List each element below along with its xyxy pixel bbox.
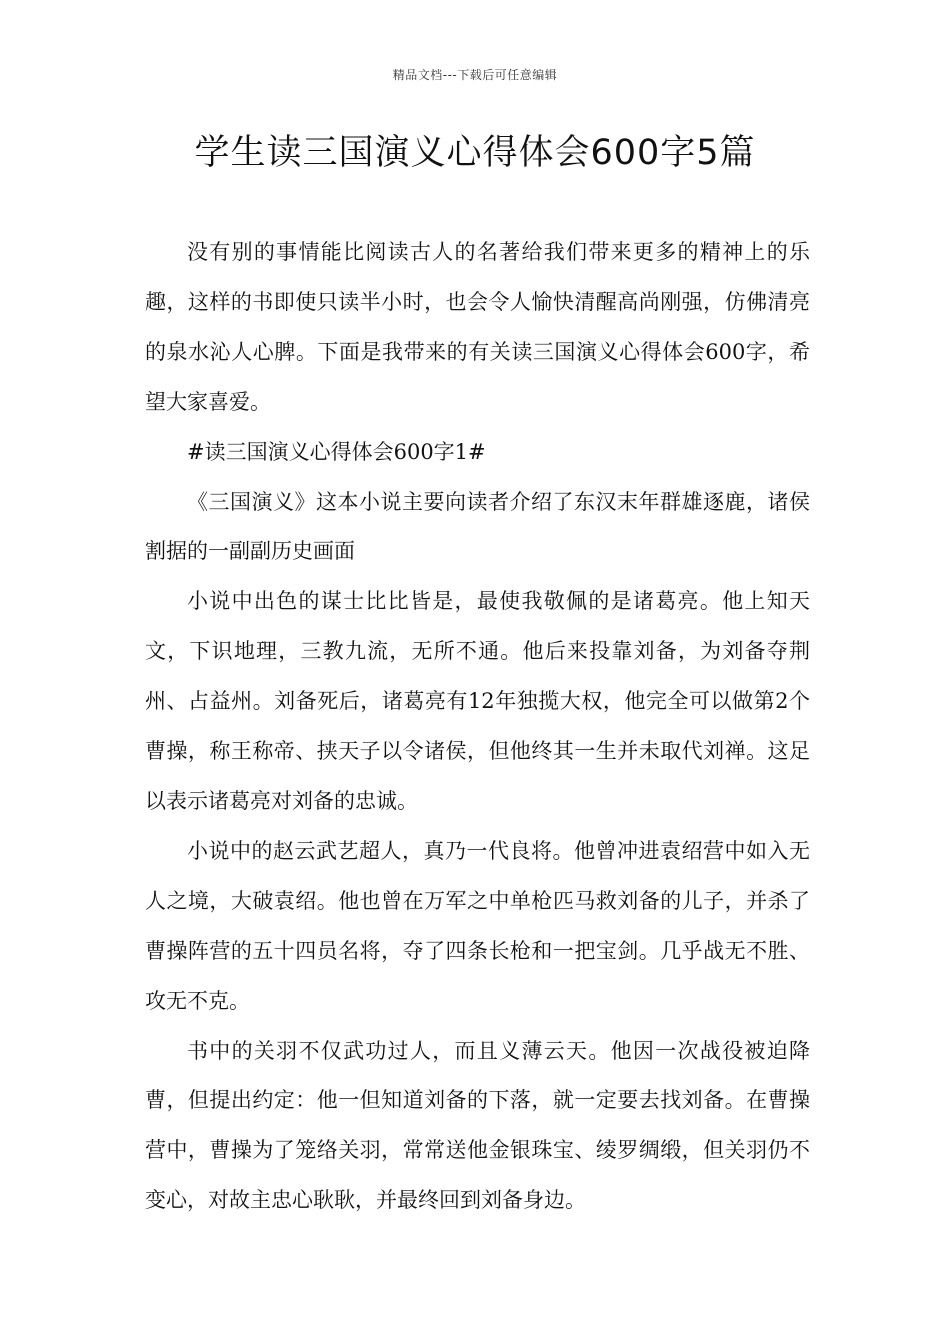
header-note: 精品文档---下载后可任意编辑 (392, 68, 558, 82)
document-title: 学生读三国演义心得体会600字5篇 (194, 133, 756, 173)
document-body (145, 228, 810, 1226)
paragraph-section-heading: #读三国演义心得体会600字1# (187, 439, 486, 464)
paragraph-intro: 没有别的事情能比阅读古人的名著给我们带来更多的精神上的乐趣，这样的书即使只读半小时，也会令人愉快清醒高尚刚强，仿佛清亮的泉水沁人心脾。下面是我带来的有关读三国演义心得体会600字，希望大家喜爱。 (145, 240, 810, 414)
paragraph-zhao-yun: 小说中的赵云武艺超人，真乃一代良将。他曾冲进袁绍营中如入无人之境，大破袁绍。他也曾在万军之中单枪匹马救刘备的儿子，并杀了曹操阵营的五十四员名将，夺了四条长枪和一把宝剑。几乎战无不胜、攻无不克。 (145, 838, 810, 1013)
paragraph-guan-yu: 书中的关羽不仅武功过人，而且义薄云天。他因一次战役被迫降曹，但提出约定：他一但知道刘备的下落，就一定要去找刘备。在曹操营中，曹操为了笼络关羽，常常送他金银珠宝、绫罗绸缎，但关羽仍不变心，对故主忠心耿耿，并最终回到刘备身边。 (145, 1038, 810, 1213)
paragraph-zhuge-liang: 小说中出色的谋士比比皆是，最使我敬佩的是诸葛亮。他上知天文，下识地理，三教九流，无所不通。他后来投靠刘备，为刘备夺荆州、占益州。刘备死后，诸葛亮有12年独揽大权，他完全可以做第2个曹操，称王称帝、挟天子以令诸侯，但他终其一生并未取代刘禅。这足以表示诸葛亮对刘备的忠诚。 (145, 589, 810, 813)
paragraph-overview: 《三国演义》这本小说主要向读者介绍了东汉末年群雄逐鹿，诸侯割据的一副副历史画面 (145, 489, 810, 564)
